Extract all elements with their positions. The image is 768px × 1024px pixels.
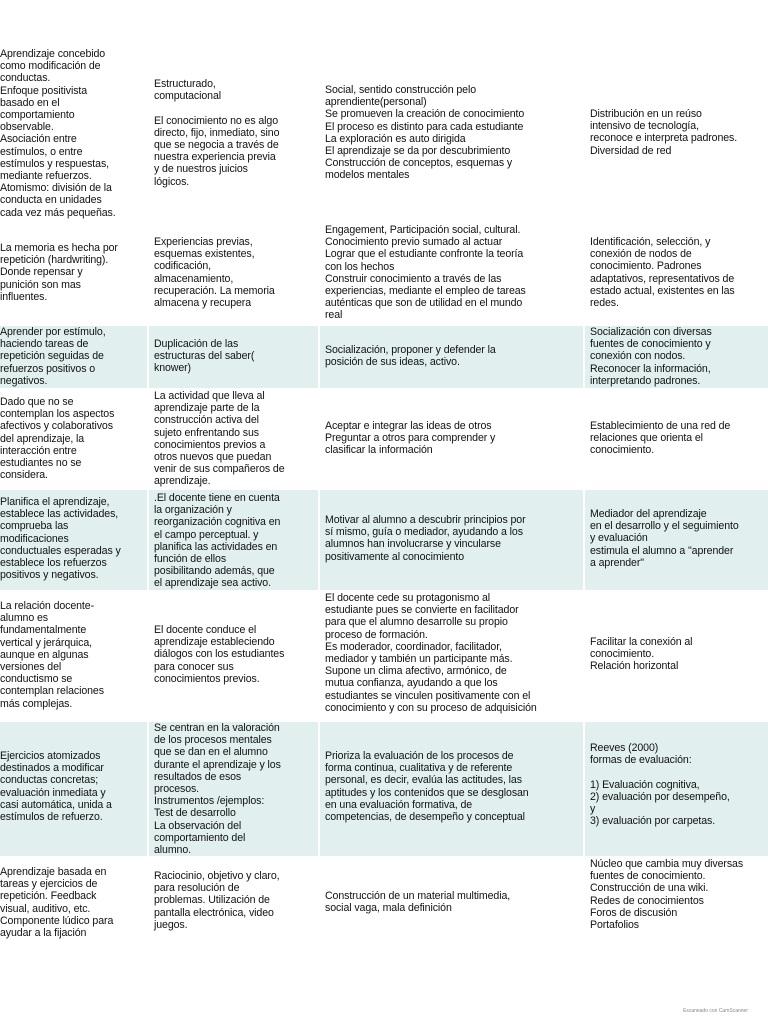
column-divider [583, 0, 585, 943]
row-5-col-3: Motivar al alumno a descubrir principios por sí mismo, guía o mediador, ayudando a los alumnos han involucrarse y vincularse positivamente al conocimiento [325, 514, 526, 563]
row-1-col-3: Social, sentido construcción pelo aprendiente(personal) Se promueven la creación de conocimiento El proceso es distinto para cada estudiante La exploración es auto dirigida El aprendizaje se da por descubrimiento Construcción de conceptos, esquemas y modelos mentales [325, 84, 525, 182]
row-7-col-3: Prioriza la evaluación de los procesos de forma continua, cualitativa y de referente personal, es decir, evalúa las actitudes, las aptitudes y los contenidos que se desglosan en una evaluación formativa, de competencias, de desempeño y conceptual [325, 750, 529, 824]
row-6-col-1: La relación docente- alumno es fundamentalmente vertical y jerárquica, aunque en algunas versiones del conductismo se contemplan relaciones más complejas. [0, 600, 104, 710]
row-4-col-3: Aceptar e integrar las ideas de otros Preguntar a otros para comprender y clasificar la información [325, 420, 496, 457]
row-2-col-1: La memoria es hecha por repetición (hardwriting). Donde repensar y punición son mas influentes. [0, 242, 118, 303]
table-row [0, 858, 768, 943]
row-8-col-4: Núcleo que cambia muy diversas fuentes de conocimiento. Construcción de una wiki. Redes de conocimientos Foros de discusión Portafolios [590, 858, 744, 932]
table-row [0, 490, 768, 590]
row-3-col-4: Socialización con diversas fuentes de conocimiento y conexión con nodos. Reconocer la información, interpretando padrones. [590, 326, 712, 387]
row-7-col-1: Ejercicios atomizados destinados a modificar conductas concretas; evaluación inmediata y casi automática, unida a estímulos de refuerzo. [0, 750, 112, 824]
table-row [0, 722, 768, 856]
row-2-col-2: Experiencias previas, esquemas existentes, codificación, almacenamiento, recuperación. La memoria almacena y recupera [154, 236, 275, 310]
row-1-col-2: Estructurado, computacional El conocimiento no es algo directo, fijo, inmediato, sino que se negocia a través de nuestra experiencia previa y de nuestros juicios lógicos. [154, 78, 280, 188]
row-4-col-2: La actividad que lleva al aprendizaje parte de la construcción activa del sujeto enfrentando sus conocimientos previos a otros nuevos que puedan venir de sus compañeros de aprendizaje. [154, 390, 285, 488]
row-2-col-3: Engagement, Participación social, cultural. Conocimiento previo sumado al actuar Lograr que el estudiante confronte la teoría con los hechos Construir conocimiento a través de las experiencias, mediante el empleo de tareas auténticas que son de utilidad en el mundo real [325, 224, 526, 322]
row-1-col-1: Aprendizaje concebido como modificación de conductas. Enfoque positivista basado en el comportamiento observable. Asociación entre estímulos, o entre estímulos y respuestas, mediante refuerzos. Atomismo: división de la conducta en unidades cada vez más pequeñas. [0, 48, 116, 219]
row-3-col-3: Socialización, proponer y defender la posición de sus ideas, activo. [325, 344, 496, 369]
row-6-col-4: Facilitar la conexión al conocimiento. Relación horizontal [590, 636, 693, 673]
table-row [0, 326, 768, 388]
row-4-col-4: Establecimiento de una red de relaciones que orienta el conocimiento. [590, 420, 731, 457]
table-row [0, 44, 768, 222]
row-8-col-2: Raciocinio, objetivo y claro, para resolución de problemas. Utilización de pantalla electrónica, video juegos. [154, 870, 280, 931]
row-4-col-1: Dado que no se contemplan los aspectos afectivos y colaborativos del aprendizaje, la interacción entre estudiantes no se considera. [0, 396, 115, 482]
table-row [0, 592, 768, 720]
row-2-col-4: Identificación, selección, y conexión de nodos de conocimiento. Padrones adaptativos, representativos de estado actual, existentes en las redes. [590, 236, 735, 310]
row-3-col-1: Aprender por estímulo, haciendo tareas de repetición seguidas de refuerzos positivos o negativos. [0, 326, 106, 387]
row-5-col-4: Mediador del aprendizaje en el desarrollo y el seguimiento y evaluación estimula el alumno a "aprender a aprender" [590, 508, 739, 569]
table-row [0, 390, 768, 488]
column-divider [318, 0, 320, 943]
row-6-col-3: El docente cede su protagonismo al estudiante pues se convierte en facilitador para que el alumno desarrolle su propio proceso de formación. Es moderador, coordinador, facilitador, mediador y también un participante más. Supone un clima afectivo, armónico, de mutua confianza, ayudando a que los estudiantes se vinculen positivamente con el conocimiento y con su proceso de adquisición [325, 592, 537, 714]
row-7-col-2: Se centran en la valoración de los procesos mentales que se dan en el alumno durante el aprendizaje y los resultados de esos procesos. Instrumentos /ejemplos: Test de desarrollo La observación del comportamiento del alumno. [154, 722, 281, 856]
table-row [0, 224, 768, 324]
row-5-col-1: Planifica el aprendizaje, establece las actividades, comprueba las modificaciones conductuales esperadas y establece los refuerzos positivos y negativos. [0, 496, 121, 582]
row-6-col-2: El docente conduce el aprendizaje estableciendo diálogos con los estudiantes para conocer sus conocimientos previos. [154, 624, 285, 685]
scanner-watermark: Escaneado con CamScanner [682, 1008, 748, 1014]
row-8-col-1: Aprendizaje basada en tareas y ejercicios de repetición. Feedback visual, auditivo, etc. Componente lúdico para ayudar a la fijación [0, 866, 114, 940]
row-1-col-4: Distribución en un reúso intensivo de tecnología, reconoce e interpreta padrones. Diversidad de red [590, 108, 738, 157]
row-7-col-4: Reeves (2000) formas de evaluación: 1) Evaluación cognitiva, 2) evaluación por desempeño, y 3) evaluación por carpetas. [590, 742, 730, 828]
row-5-col-2: .El docente tiene en cuenta la organización y reorganización cognitiva en el campo perceptual. y planifica las actividades en función de ellos posibilitando además, que el aprendizaje sea activo. [154, 492, 281, 590]
row-3-col-2: Duplicación de las estructuras del saber( knower) [154, 338, 255, 375]
column-divider [147, 0, 149, 943]
row-8-col-3: Construcción de un material multimedia, social vaga, mala definición [325, 890, 511, 915]
